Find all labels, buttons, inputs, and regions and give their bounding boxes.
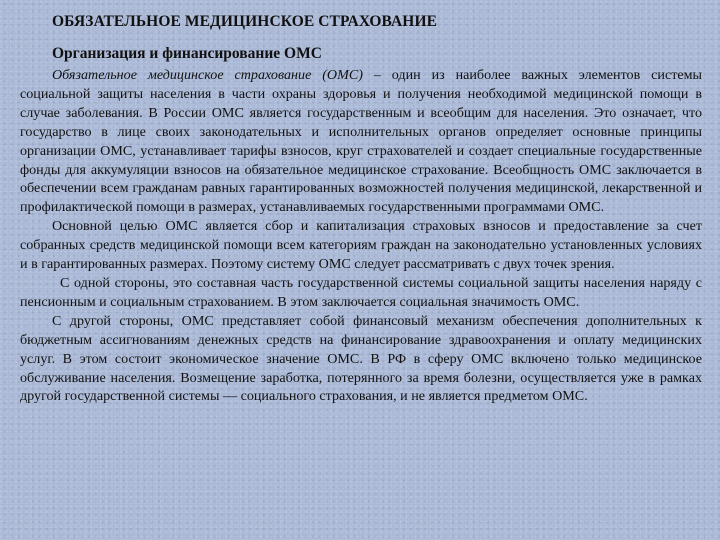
paragraph: Основной целью ОМС является сбор и капитализация страховых взносов и предоставление за счет собранных средств медицинской помощи всем категориям граждан на законодательно установленных условиях и в гарантированных размерах. Поэтому систему ОМС следует рассматривать с двух точек зрения. [20,218,702,273]
paragraph: С другой стороны, ОМС представляет собой финансовый механизм обеспечения дополнительных к бюджетным ассигнованиям денежных средств на финансирование здравоохранения и оплату медицинских услуг. В этом состоит экономическое значение ОМС. В РФ в сферу ОМС включено только медицинское обслуживание населения. Возмещение заработка, потерянного за время болезни, осуществляется уже в рамках другой государственной системы — социального страхования, и не является предметом ОМС. [20,312,702,405]
paragraph-text: – один из наиболее важных элементов системы социальной защиты населения в части охраны здоровья и получения необходимой медицинской помощи в случае заболевания. В России ОМС является государственным и всеобщим для населения. Это означает, что государство в лице своих законодательных и исполнительных органов определяет основные принципы организации ОМС, устанавливает тарифы взносов, круг страхователей и создает специальные государственные фонды для аккумуляции взносов на обязательное медицинское страхование. Всеобщность ОМС заключается в обеспечении всем гражданам равных гарантированных возможностей получения медицинской, лекарственной и профилактической помощи в размерах, устанавливаемых государственными программами ОМС. [20,67,703,216]
document-body [20,66,702,406]
defined-term: Обязательное медицинское страхование (ОМС) [52,67,363,83]
paragraph: С одной стороны, это составная часть государственной системы социальной защиты населения наряду с пенсионным и социальным страхованием. В этом заключается социальная значимость ОМС. [20,274,702,310]
paragraph [20,66,702,217]
document-title: ОБЯЗАТЕЛЬНОЕ МЕДИЦИНСКОЕ СТРАХОВАНИЕ [52,13,438,30]
section-subtitle: Организация и финансирование ОМС [52,45,322,62]
